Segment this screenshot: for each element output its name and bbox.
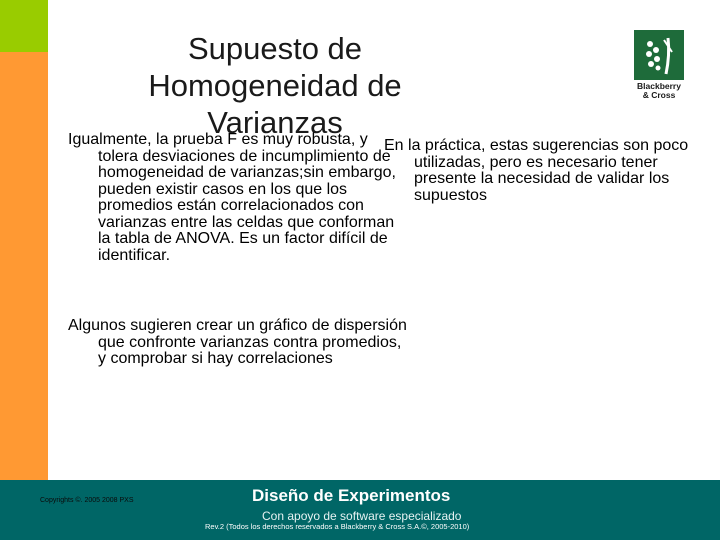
logo-line-2: & Cross	[642, 90, 676, 100]
footer-revision: Rev.2 (Todos los derechos reservados a Blackberry & Cross S.A.©, 2005-2010)	[205, 522, 470, 531]
left-accent-green-bar	[0, 0, 48, 52]
slide-title: Supuesto de Homogeneidad de Varianzas	[148, 31, 402, 140]
footer-subtitle: Con apoyo de software especializado	[262, 509, 462, 523]
left-paragraph: Igualmente, la prueba F es muy robusta, y tolera desviaciones de incumplimiento de homogeneidad de varianzas;sin embargo, pueden existir casos en los que los promedios están correlacionados con varianzas entre las celdas que conforman la tabla de ANOVA. Es un factor difícil de identificar.	[68, 131, 396, 264]
right-paragraph: En la práctica, estas sugerencias son poco utilizadas, pero es necesario tener presente la necesidad de validar los supuestos	[384, 137, 689, 204]
logo-text	[630, 82, 688, 100]
footer-title: Diseño de Experimentos	[252, 486, 451, 505]
footer-copyright: Copyrights ©. 2005 2008 PXS	[40, 497, 134, 504]
left-accent-orange-bar	[0, 52, 48, 480]
logo-line-1: Blackberry	[637, 81, 681, 91]
bottom-paragraph: Algunos sugieren crear un gráfico de dispersión que confronte varianzas contra promedios, y comprobar si hay correlaciones	[68, 317, 407, 367]
company-logo	[630, 30, 688, 104]
logo-mark-icon	[634, 30, 684, 80]
